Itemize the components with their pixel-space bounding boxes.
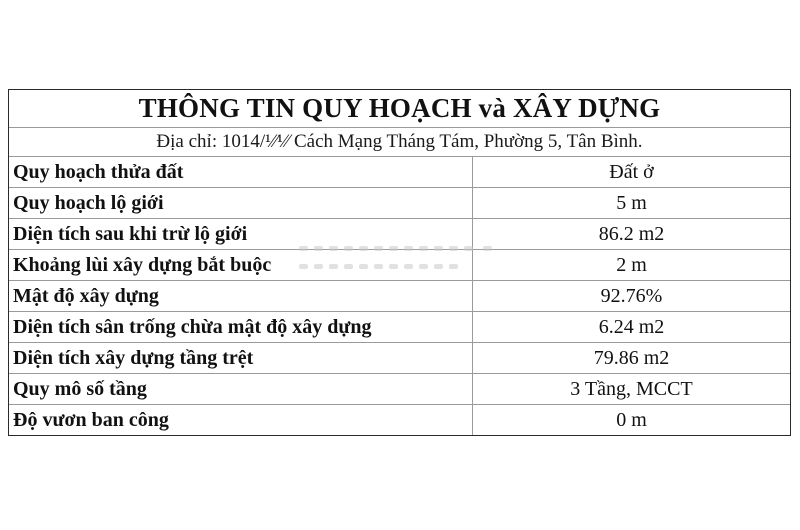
row-value: 3 Tầng, MCCT (570, 377, 693, 400)
row-value: 2 m (616, 253, 647, 276)
row-value: 92.76% (600, 284, 663, 307)
row-label: Quy mô số tầng (9, 374, 473, 404)
table-row (9, 219, 790, 250)
table-row (9, 374, 790, 405)
row-label: Mật độ xây dựng (9, 281, 473, 311)
table-title: THÔNG TIN QUY HOẠCH và XÂY DỰNG (9, 90, 790, 128)
row-value: 5 m (616, 191, 647, 214)
row-value: 86.2 m2 (598, 222, 665, 245)
address-line: Địa chỉ: 1014/¹⁄⁄¹⁄⁄ Cách Mạng Tháng Tám, Phường 5, Tân Bình. (9, 128, 790, 157)
table-row (9, 281, 790, 312)
row-label: Diện tích sân trống chừa mật độ xây dựng (9, 312, 473, 342)
table-row (9, 312, 790, 343)
row-label: Độ vươn ban công (9, 405, 473, 435)
table-body (9, 157, 790, 435)
row-label: Khoảng lùi xây dựng bắt buộc (9, 250, 473, 280)
row-label: Quy hoạch thửa đất (9, 157, 473, 187)
table-row (9, 157, 790, 188)
row-label: Diện tích xây dựng tầng trệt (9, 343, 473, 373)
row-value: 0 m (616, 408, 647, 431)
row-value: 79.86 m2 (593, 346, 670, 369)
table-row (9, 343, 790, 374)
row-value: 6.24 m2 (598, 315, 665, 338)
row-value: Đất ở (609, 160, 654, 183)
table-row (9, 250, 790, 281)
row-label: Quy hoạch lộ giới (9, 188, 473, 218)
table-row (9, 188, 790, 219)
row-label: Diện tích sau khi trừ lộ giới (9, 219, 473, 249)
table-row (9, 405, 790, 435)
planning-info-table (8, 89, 791, 436)
